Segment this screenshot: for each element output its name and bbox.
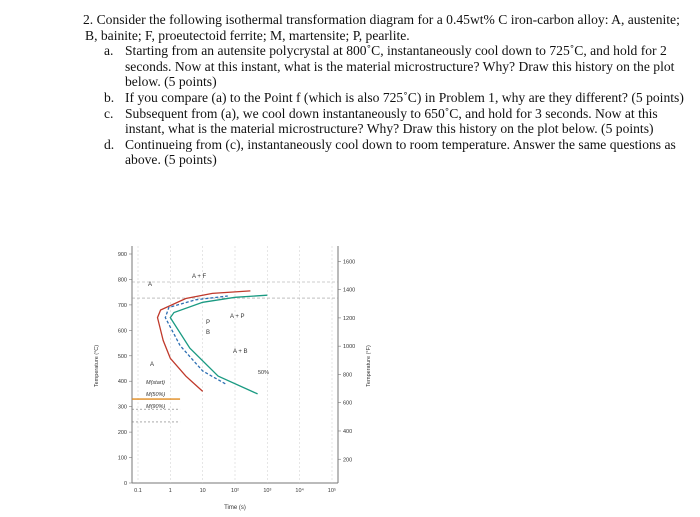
y-tick-label-left: 900 bbox=[117, 252, 127, 258]
question-intro: 2. Consider the following isothermal transformation diagram for a 0.45wt% C iron-carbon alloy: A, austenite; B, bainite; F, proeutectoid ferrite; M, martensite; P, pearlite. bbox=[83, 12, 680, 43]
label-a-plus-p: A + P bbox=[230, 314, 245, 320]
y-tick-label-left: 300 bbox=[117, 404, 127, 411]
label-a-top: A bbox=[148, 282, 153, 288]
label-a-low: A bbox=[150, 362, 155, 368]
label-m-start: M(start) bbox=[146, 380, 165, 386]
question-part-b bbox=[85, 90, 685, 106]
ttt-diagram bbox=[70, 238, 390, 513]
y-tick-label-right: 1400 bbox=[343, 287, 356, 294]
label-a-plus-f: A + F bbox=[192, 274, 207, 280]
y-axis-title-right: Temperature (°F) bbox=[366, 345, 372, 387]
label-a-plus-b: A + B bbox=[233, 349, 248, 355]
y-tick-label-right: 600 bbox=[343, 400, 353, 407]
y-axis-title-left: Temperature (°C) bbox=[94, 344, 100, 388]
x-tick-label: 10⁵ bbox=[327, 488, 337, 494]
y-tick-label-left: 500 bbox=[117, 353, 127, 360]
label-m-90: M(90%) bbox=[146, 404, 166, 410]
part-label: a. bbox=[104, 43, 114, 59]
y-tick-label-left: 400 bbox=[117, 379, 127, 386]
part-text: Continueing from (c), instantaneously cool down to room temperature. Answer the same questions as above. (5 points) bbox=[125, 136, 676, 168]
y-tick-label-left: 0 bbox=[123, 481, 127, 487]
part-label: b. bbox=[104, 89, 115, 105]
y-tick-label-left: 200 bbox=[117, 430, 127, 437]
question-parts bbox=[85, 43, 685, 168]
question-part-c bbox=[85, 106, 685, 137]
y-tick-label-left: 600 bbox=[117, 328, 127, 335]
y-tick-label-right: 200 bbox=[343, 457, 353, 464]
part-text: Starting from an autensite polycrystal at 800˚C, instantaneously cool down to 725˚C, and hold for 2 seconds. Now at this instant, what is the material microstructure? Why? Draw this history on the plot below. (5 points) bbox=[125, 43, 675, 90]
transformation-curve bbox=[165, 296, 228, 384]
x-tick-label: 10³ bbox=[263, 488, 272, 494]
part-text: Subsequent from (a), we cool down instantaneously to 650˚C, and hold for 3 seconds. Now at this instant, what is the material microstructure? Why? Draw this history on the plot below. (5 points) bbox=[125, 105, 658, 137]
label-m-50: M(50%) bbox=[146, 392, 166, 398]
y-tick-label-right: 800 bbox=[343, 372, 353, 379]
part-text: If you compare (a) to the Point f (which is also 725˚C) in Problem 1, why are they different? (5 points) bbox=[125, 89, 684, 105]
y-tick-label-left: 800 bbox=[117, 277, 127, 284]
question-block bbox=[85, 12, 685, 168]
y-tick-label-right: 400 bbox=[343, 428, 353, 435]
label-b: B bbox=[206, 330, 211, 336]
y-tick-label-left: 700 bbox=[117, 302, 127, 309]
part-label: c. bbox=[104, 105, 114, 121]
x-tick-label: 1 bbox=[168, 488, 172, 494]
x-axis-title: Time (s) bbox=[224, 505, 246, 511]
question-part-d bbox=[85, 137, 685, 168]
y-tick-label-right: 1600 bbox=[343, 259, 356, 266]
y-tick-label-right: 1200 bbox=[343, 315, 356, 322]
y-tick-label-left: 100 bbox=[117, 455, 127, 462]
x-tick-label: 0.1 bbox=[134, 488, 142, 494]
label-fifty-percent: 50% bbox=[258, 370, 270, 376]
x-tick-label: 10 bbox=[199, 488, 206, 494]
transformation-curve bbox=[158, 291, 251, 392]
part-label: d. bbox=[104, 136, 115, 152]
label-p: P bbox=[206, 320, 211, 326]
x-tick-label: 10⁴ bbox=[295, 488, 304, 494]
transformation-curve bbox=[170, 295, 270, 394]
x-tick-label: 10² bbox=[231, 488, 239, 494]
question-part-a bbox=[85, 43, 685, 90]
y-tick-label-right: 1000 bbox=[343, 344, 356, 351]
